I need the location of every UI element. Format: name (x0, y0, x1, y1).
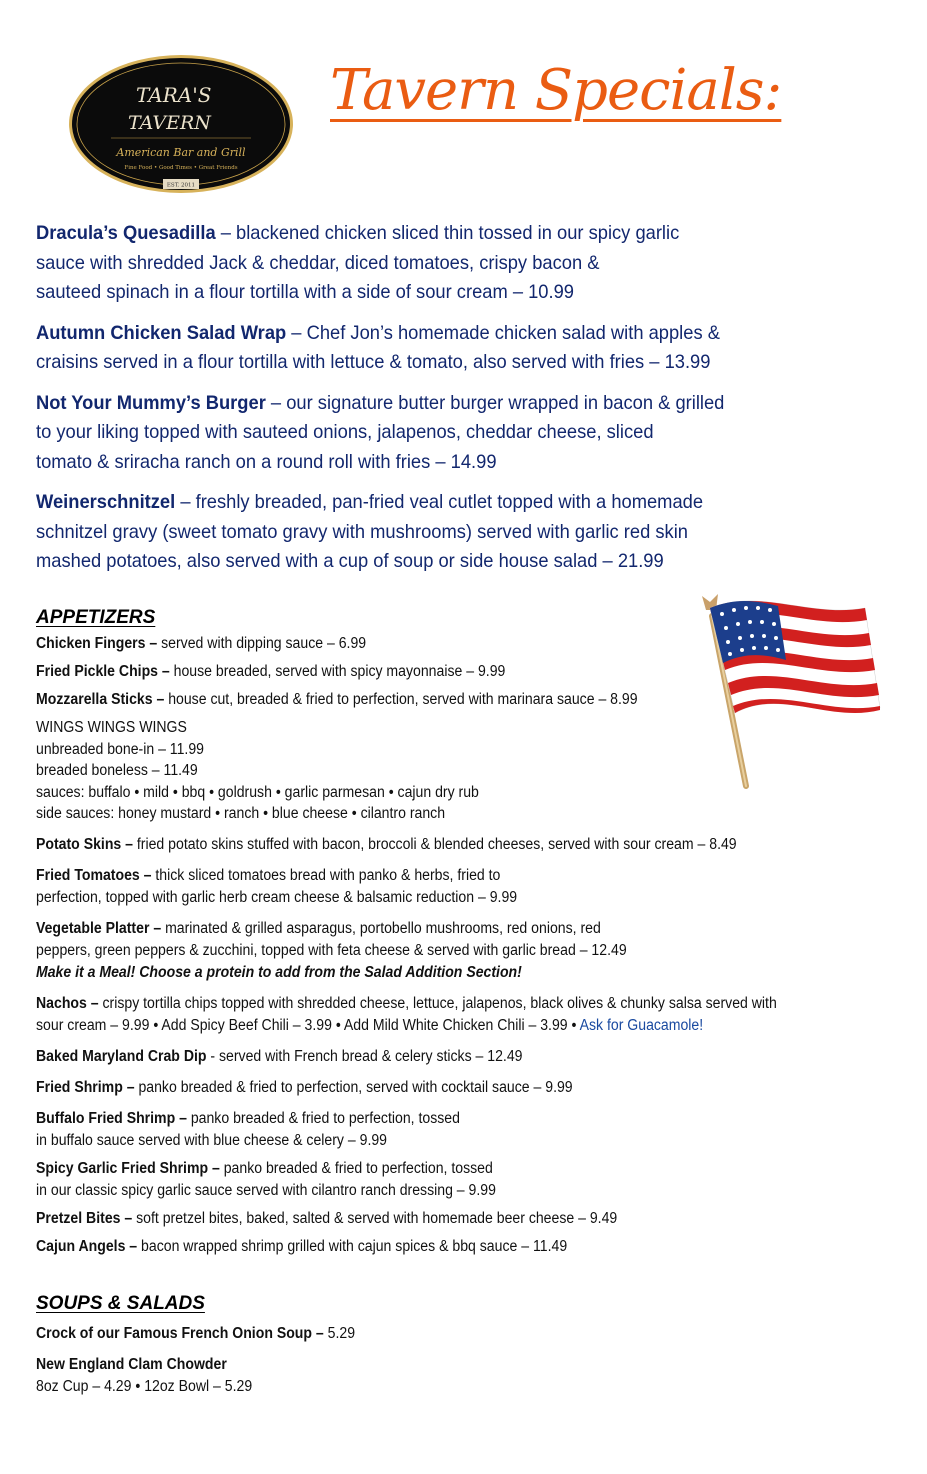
appetizers-list (36, 633, 886, 1258)
special-desc: – our signature butter burger wrapped in bacon & grilled (265, 391, 725, 414)
menu-item-fried-pickle-chips: Fried Pickle Chips – house breaded, served with spicy mayonnaise – 9.99 (36, 663, 506, 680)
special-desc-line: craisins served in a flour tortilla with lettuce & tomato, also served with fries – 13.99 (36, 351, 711, 373)
menu-item-clam-chowder: New England Clam Chowder 8oz Cup – 4.29 • 12oz Bowl – 5.29 (36, 1356, 253, 1395)
menu-item-french-onion-soup: Crock of our Famous French Onion Soup – 5.29 (36, 1325, 356, 1342)
special-desc-line: sauteed spinach in a flour tortilla with a side of sour cream – 10.99 (36, 281, 574, 303)
special-name: Not Your Mummy’s Burger (36, 391, 266, 414)
special-desc: – Chef Jon’s homemade chicken salad with apples & (286, 321, 720, 344)
soups-salads-heading: SOUPS & SALADS (36, 1293, 205, 1314)
special-desc: – blackened chicken sliced thin tossed in our spicy garlic (215, 222, 680, 244)
special-desc: – freshly breaded, pan-fried veal cutlet topped with a homemade (175, 491, 704, 513)
taras-tavern-logo (66, 52, 296, 196)
soups-list (36, 1323, 886, 1398)
menu-item-crab-dip: Baked Maryland Crab Dip - served with French bread & celery sticks – 12.49 (36, 1047, 523, 1065)
menu-item-chicken-fingers: Chicken Fingers – served with dipping sauce – 6.99 (36, 635, 367, 652)
special-name: Weinerschnitzel (36, 491, 176, 513)
make-it-a-meal-note: Make it a Meal! Choose a protein to add from the Salad Addition Section! (36, 963, 522, 981)
appetizers-heading: APPETIZERS (36, 607, 156, 628)
special-item (36, 319, 750, 378)
menu-item-nachos: Nachos – crispy tortilla chips topped with shredded cheese, lettuce, jalapenos, black olives & chunky salsa served with sour cream – 9.99 • Add Spicy Beef Chili – 3.99 • Add Mild White Chicken Chili – 3.99 • Ask for Guacamole! (36, 994, 777, 1034)
wings-heading: WINGS WINGS WINGS (36, 719, 187, 736)
special-desc-line: tomato & sriracha ranch on a round roll with fries – 14.99 (36, 450, 497, 473)
menu-item-wings: WINGS WINGS WINGS unbreaded bone-in – 11.99 breaded boneless – 11.49 sauces: buffalo • mild • bbq • goldrush • garlic parmesan • cajun dry rub side sauces: honey mustard • ranch • blue cheese • cilantro ranch (36, 719, 479, 822)
special-desc-line: sauce with shredded Jack & cheddar, diced tomatoes, crispy bacon & (36, 251, 600, 274)
menu-item-fried-tomatoes: Fried Tomatoes – thick sliced tomatoes bread with panko & herbs, fried to perfection, topped with garlic herb cream cheese & balsamic reduction – 9.99 (36, 866, 518, 906)
special-desc-line: mashed potatoes, also served with a cup of soup or side house salad – 21.99 (36, 550, 664, 572)
menu-item-potato-skins: Potato Skins – fried potato skins stuffed with bacon, broccoli & blended cheeses, served with sour cream – 8.49 (36, 835, 737, 853)
page-title: Tavern Specials: (330, 58, 782, 123)
menu-item-spicy-garlic-fried-shrimp: Spicy Garlic Fried Shrimp – panko breaded & fried to perfection, tossed in our classic spicy garlic sauce served with cilantro ranch dressing – 9.99 (36, 1159, 496, 1199)
logo-slogan: Fine Food • Good Times • Great Friends (124, 165, 238, 171)
specials-list (36, 219, 756, 588)
special-name: Autumn Chicken Salad Wrap (36, 321, 287, 344)
special-desc-line: schnitzel gravy (sweet tomato gravy with mushrooms) served with garlic red skin (36, 520, 688, 543)
logo-brand-line1: TARA'S (136, 83, 212, 107)
logo-brand-line2: TAVERN (128, 112, 211, 134)
menu-item-mozzarella-sticks: Mozzarella Sticks – house cut, breaded & fried to perfection, served with marinara sauce – 8.99 (36, 691, 638, 708)
logo-est: EST. 2011 (166, 182, 196, 189)
special-item (36, 219, 750, 308)
special-item (36, 389, 750, 478)
special-name: Dracula’s Quesadilla (36, 222, 216, 244)
menu-item-buffalo-fried-shrimp: Buffalo Fried Shrimp – panko breaded & fried to perfection, tossed in buffalo sauce served with blue cheese & celery – 9.99 (36, 1109, 460, 1149)
special-desc-line: to your liking topped with sauteed onions, jalapenos, cheddar cheese, sliced (36, 421, 654, 443)
logo-tagline: American Bar and Grill (116, 146, 246, 159)
special-item (36, 488, 750, 577)
menu-item-cajun-angels: Cajun Angels – bacon wrapped shrimp grilled with cajun spices & bbq sauce – 11.49 (36, 1237, 568, 1255)
guacamole-note: Ask for Guacamole! (579, 1016, 704, 1034)
menu-item-vegetable-platter: Vegetable Platter – marinated & grilled asparagus, portobello mushrooms, red onions, red peppers, green peppers & zucchini, topped with feta cheese & served with garlic bread – 12.49 Make it a Meal! Choose a protein to add from the Salad Addition Section! (36, 919, 627, 981)
menu-item-fried-shrimp: Fried Shrimp – panko breaded & fried to perfection, served with cocktail sauce – 9.99 (36, 1078, 573, 1096)
menu-item-pretzel-bites: Pretzel Bites – soft pretzel bites, baked, salted & served with homemade beer cheese – 9.49 (36, 1209, 618, 1227)
